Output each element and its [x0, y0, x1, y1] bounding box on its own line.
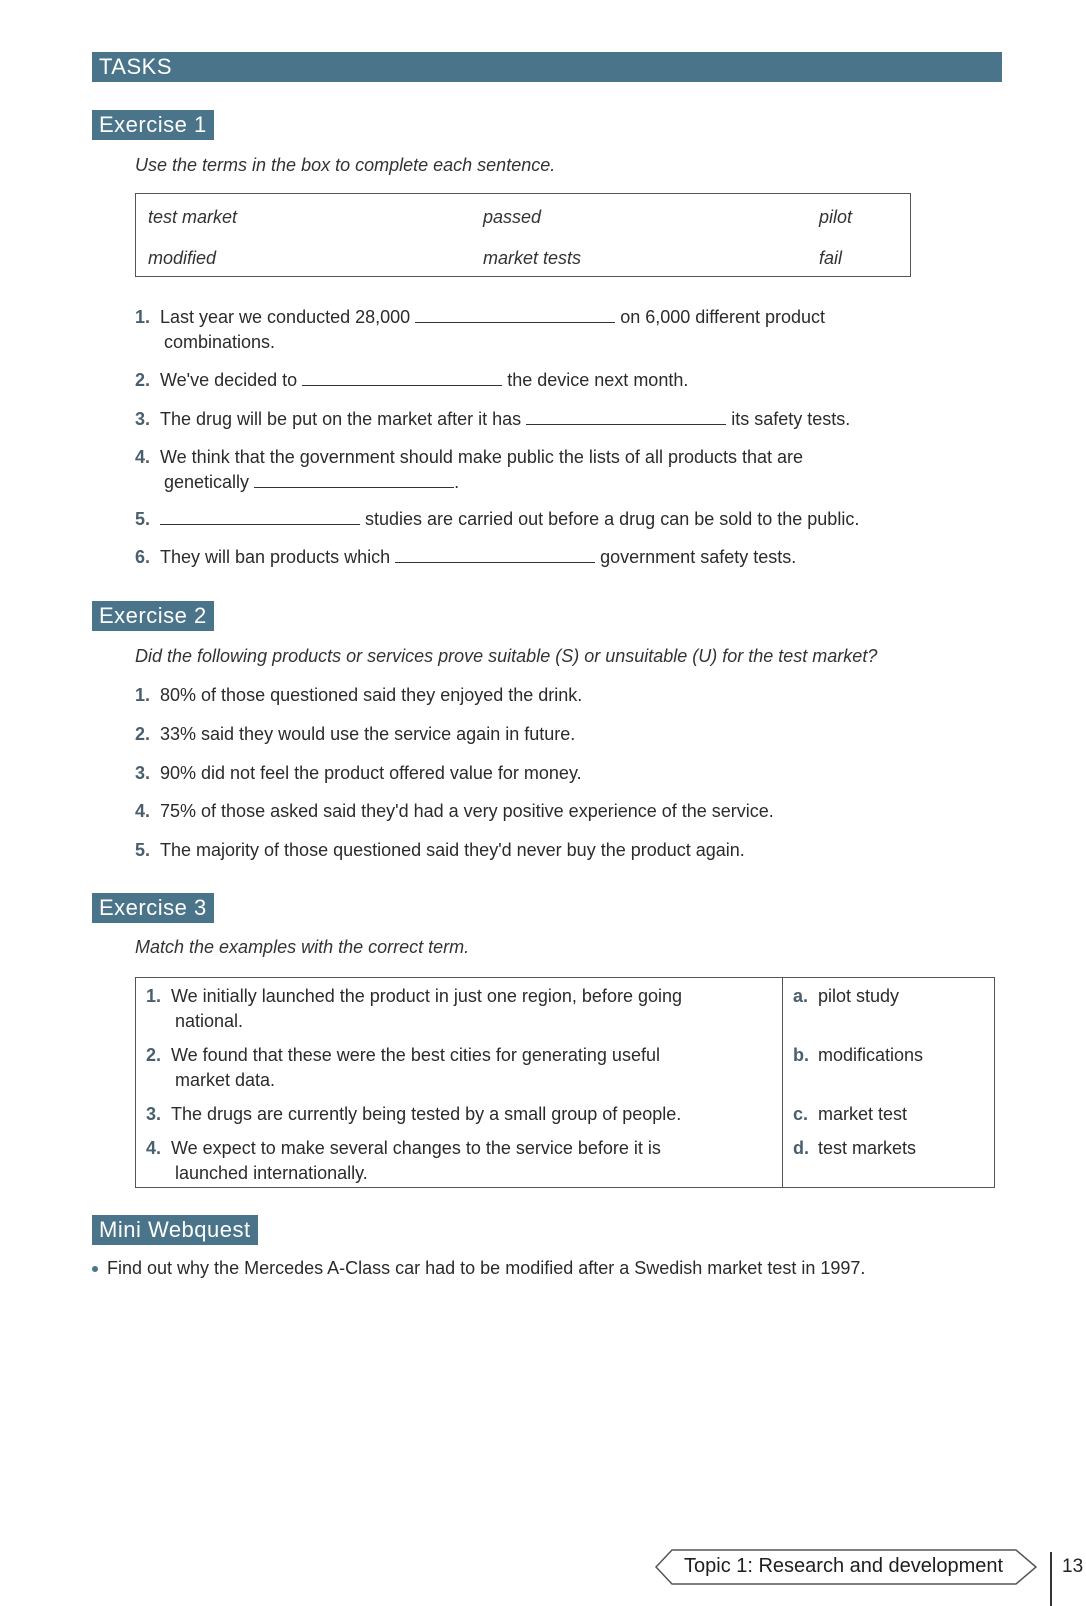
option-letter: b. — [793, 1045, 809, 1065]
webquest-bullet — [92, 1258, 865, 1279]
item-text: We think that the government should make public the lists of all products that are — [160, 447, 804, 467]
page-divider — [1050, 1552, 1052, 1606]
webquest-heading: Mini Webquest — [92, 1215, 258, 1245]
example-item — [146, 1102, 681, 1127]
item-text: They will ban products which — [160, 547, 391, 567]
exercise-3-heading: Exercise 3 — [92, 893, 214, 923]
topic-tab — [654, 1548, 1040, 1586]
answer-blank[interactable] — [302, 371, 502, 386]
item-number: 1. — [135, 685, 151, 705]
item-number: 2. — [146, 1045, 162, 1065]
exercise-1-item — [135, 305, 825, 355]
exercise-1-item — [135, 368, 688, 393]
item-text: We've decided to — [160, 370, 298, 390]
item-number: 2. — [135, 724, 151, 744]
item-number: 4. — [146, 1138, 162, 1158]
answer-blank[interactable] — [160, 510, 360, 525]
exercise-2-item — [135, 838, 745, 863]
term-option — [793, 1102, 907, 1127]
term-box — [135, 193, 911, 277]
item-text: Last year we conducted 28,000 — [160, 307, 411, 327]
option-letter: c. — [793, 1104, 809, 1124]
topic-label: Topic 1: Research and development — [684, 1555, 1004, 1577]
item-text: 80% of those questioned said they enjoyed the drink. — [160, 685, 583, 705]
term-option — [793, 984, 899, 1009]
exercise-2-heading: Exercise 2 — [92, 601, 214, 631]
matching-table — [135, 977, 995, 1188]
item-number: 2. — [135, 370, 151, 390]
bullet-text: Find out why the Mercedes A-Class car had to be modified after a Swedish market test in 1997. — [107, 1258, 866, 1278]
item-number: 1. — [146, 986, 162, 1006]
item-text: launched internationally. — [175, 1163, 368, 1183]
example-item — [146, 1136, 661, 1186]
item-number: 6. — [135, 547, 151, 567]
item-number: 3. — [135, 763, 151, 783]
item-number: 1. — [135, 307, 151, 327]
item-text: on 6,000 different product — [620, 307, 826, 327]
item-text: We found that these were the best cities for generating useful — [171, 1045, 660, 1065]
term: market tests — [483, 248, 582, 268]
item-text: . — [454, 472, 460, 492]
exercise-1-item — [135, 545, 796, 570]
term-option — [793, 1043, 923, 1068]
term: fail — [819, 248, 843, 268]
answer-blank[interactable] — [415, 308, 615, 323]
answer-blank[interactable] — [395, 548, 595, 563]
term: passed — [483, 207, 542, 227]
exercise-1-heading: Exercise 1 — [92, 110, 214, 140]
column-divider — [782, 978, 783, 1187]
item-text: government safety tests. — [600, 547, 797, 567]
item-text: 90% did not feel the product offered value for money. — [160, 763, 582, 783]
item-text: 75% of those asked said they'd had a very positive experience of the service. — [160, 801, 774, 821]
exercise-2-item — [135, 761, 582, 786]
example-item — [146, 1043, 660, 1093]
answer-blank[interactable] — [254, 473, 454, 488]
exercise-2-item — [135, 799, 774, 824]
item-number: 3. — [146, 1104, 162, 1124]
item-number: 4. — [135, 801, 151, 821]
page-number: 13 — [1062, 1556, 1084, 1577]
answer-blank[interactable] — [526, 410, 726, 425]
item-text: We expect to make several changes to the service before it is — [171, 1138, 661, 1158]
item-text: the device next month. — [507, 370, 689, 390]
term: pilot — [819, 207, 853, 227]
option-letter: d. — [793, 1138, 809, 1158]
item-text: The drugs are currently being tested by a small group of people. — [171, 1104, 682, 1124]
option-text: test markets — [818, 1138, 917, 1158]
item-number: 5. — [135, 840, 151, 860]
item-text: The drug will be put on the market after it has — [160, 409, 522, 429]
exercise-1-item — [135, 445, 803, 495]
term: modified — [148, 248, 217, 268]
bullet-icon — [92, 1266, 98, 1272]
item-text: its safety tests. — [731, 409, 851, 429]
item-number: 3. — [135, 409, 151, 429]
item-number: 5. — [135, 509, 151, 529]
item-text: combinations. — [164, 332, 276, 352]
term: test market — [148, 207, 238, 227]
exercise-2-item — [135, 722, 575, 747]
option-letter: a. — [793, 986, 809, 1006]
item-text: genetically — [164, 472, 250, 492]
item-number: 4. — [135, 447, 151, 467]
tasks-header: TASKS — [92, 52, 1002, 82]
exercise-1-instruction: Use the terms in the box to complete each sentence. — [135, 155, 556, 175]
option-text: market test — [818, 1104, 908, 1124]
option-text: pilot study — [818, 986, 900, 1006]
exercise-3-instruction: Match the examples with the correct term. — [135, 937, 470, 957]
option-text: modifications — [818, 1045, 924, 1065]
exercise-2-item — [135, 683, 582, 708]
item-text: We initially launched the product in just one region, before going — [171, 986, 682, 1006]
item-text: studies are carried out before a drug can be sold to the public. — [365, 509, 860, 529]
exercise-1-item — [135, 407, 850, 432]
item-text: market data. — [175, 1070, 276, 1090]
term-option — [793, 1136, 916, 1161]
item-text: national. — [175, 1011, 244, 1031]
exercise-1-item — [135, 507, 859, 532]
item-text: The majority of those questioned said they'd never buy the product again. — [160, 840, 745, 860]
example-item — [146, 984, 682, 1034]
item-text: 33% said they would use the service again in future. — [160, 724, 576, 744]
exercise-2-instruction: Did the following products or services prove suitable (S) or unsuitable (U) for the test market? — [135, 646, 878, 666]
